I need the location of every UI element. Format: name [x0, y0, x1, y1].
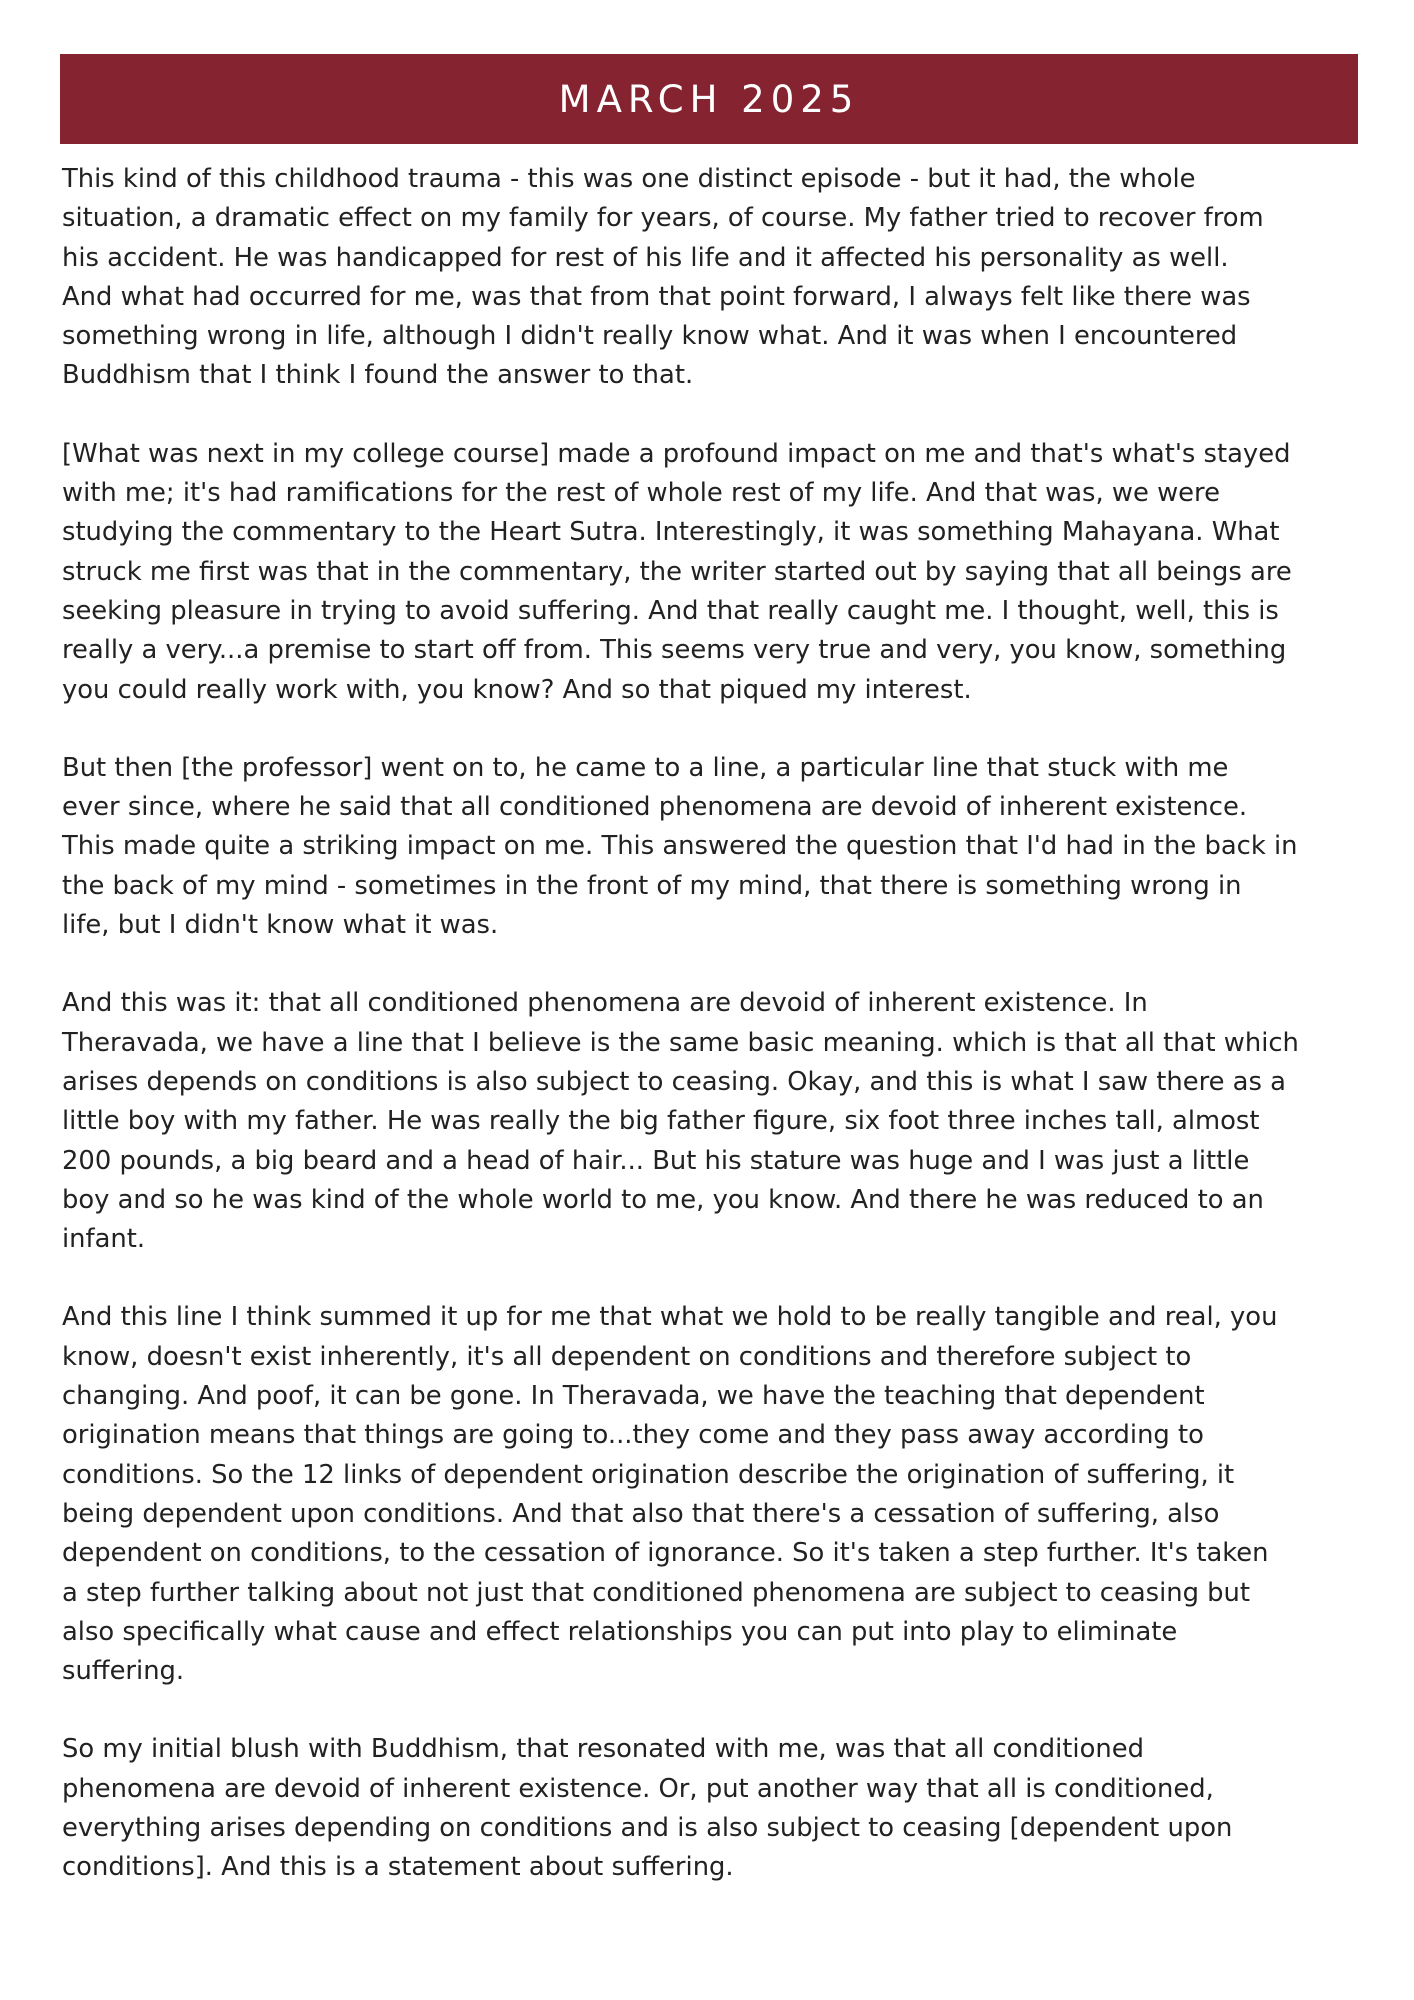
paragraph: And this was it: that all conditioned phenomena are devoid of inherent existence. In Theravada, we have a line that I believe is the same basic meaning. which is that all that which arises depends on conditions is also subject to ceasing. Okay, and this is what I saw there as a little boy with my father. He was really the big father figure, six foot three inches tall, almost 200 pounds, a big beard and a head of hair... But his stature was huge and I was just a little boy and so he was kind of the whole world to me, you know. And there he was reduced to an infant.: [62, 988, 1299, 1255]
article-body: [62, 160, 1362, 1927]
paragraph: And this line I think summed it up for me that what we hold to be really tangible and real, you know, doesn't exist inherently, it's all dependent on conditions and therefore subject to changing. And poof, it can be gone. In Theravada, we have the teaching that dependent origination means that things are going to...they come and they pass away according to conditions. So the 12 links of dependent origination describe the origination of suffering, it being dependent upon conditions. And that also that there's a cessation of suffering, also dependent on conditions, to the cessation of ignorance. So it's taken a step further. It's taken a step further talking about not just that conditioned phenomena are subject to ceasing but also specifically what cause and effect relationships you can put into play to eliminate suffering.: [62, 1302, 1278, 1687]
header-banner: [60, 54, 1358, 144]
paragraph: So my initial blush with Buddhism, that resonated with me, was that all conditioned phenomena are devoid of inherent existence. Or, put another way that all is conditioned, everything arises depending on conditions and is also subject to ceasing [dependent upon conditions]. And this is a statement about suffering.: [62, 1734, 1233, 1883]
paragraph: [What was next in my college course] made a profound impact on me and that's what's stayed with me; it's had ramifications for the rest of whole rest of my life. And that was, we were studying the commentary to the Heart Sutra. Interestingly, it was something Mahayana. What struck me first was that in the commentary, the writer started out by saying that all beings are seeking pleasure in trying to avoid suffering. And that really caught me. I thought, well, this is really a very...a premise to start off from. This seems very true and very, you know, something you could really work with, you know? And so that piqued my interest.: [62, 438, 1292, 705]
paragraph: This kind of this childhood trauma - this was one distinct episode - but it had, the whole situation, a dramatic effect on my family for years, of course. My father tried to recover from his accident. He was handicapped for rest of his life and it affected his personality as well. And what had occurred for me, was that from that point forward, I always felt like there was something wrong in life, although I didn't really know what. And it was when I encountered Buddhism that I think I found the answer to that.: [62, 164, 1264, 391]
paragraph: But then [the professor] went on to, he came to a line, a particular line that stuck with me ever since, where he said that all conditioned phenomena are devoid of inherent existence. This made quite a striking impact on me. This answered the question that I'd had in the back in the back of my mind - sometimes in the front of my mind, that there is something wrong in life, but I didn't know what it was.: [62, 752, 1298, 941]
page-title: MARCH 2025: [558, 77, 860, 121]
